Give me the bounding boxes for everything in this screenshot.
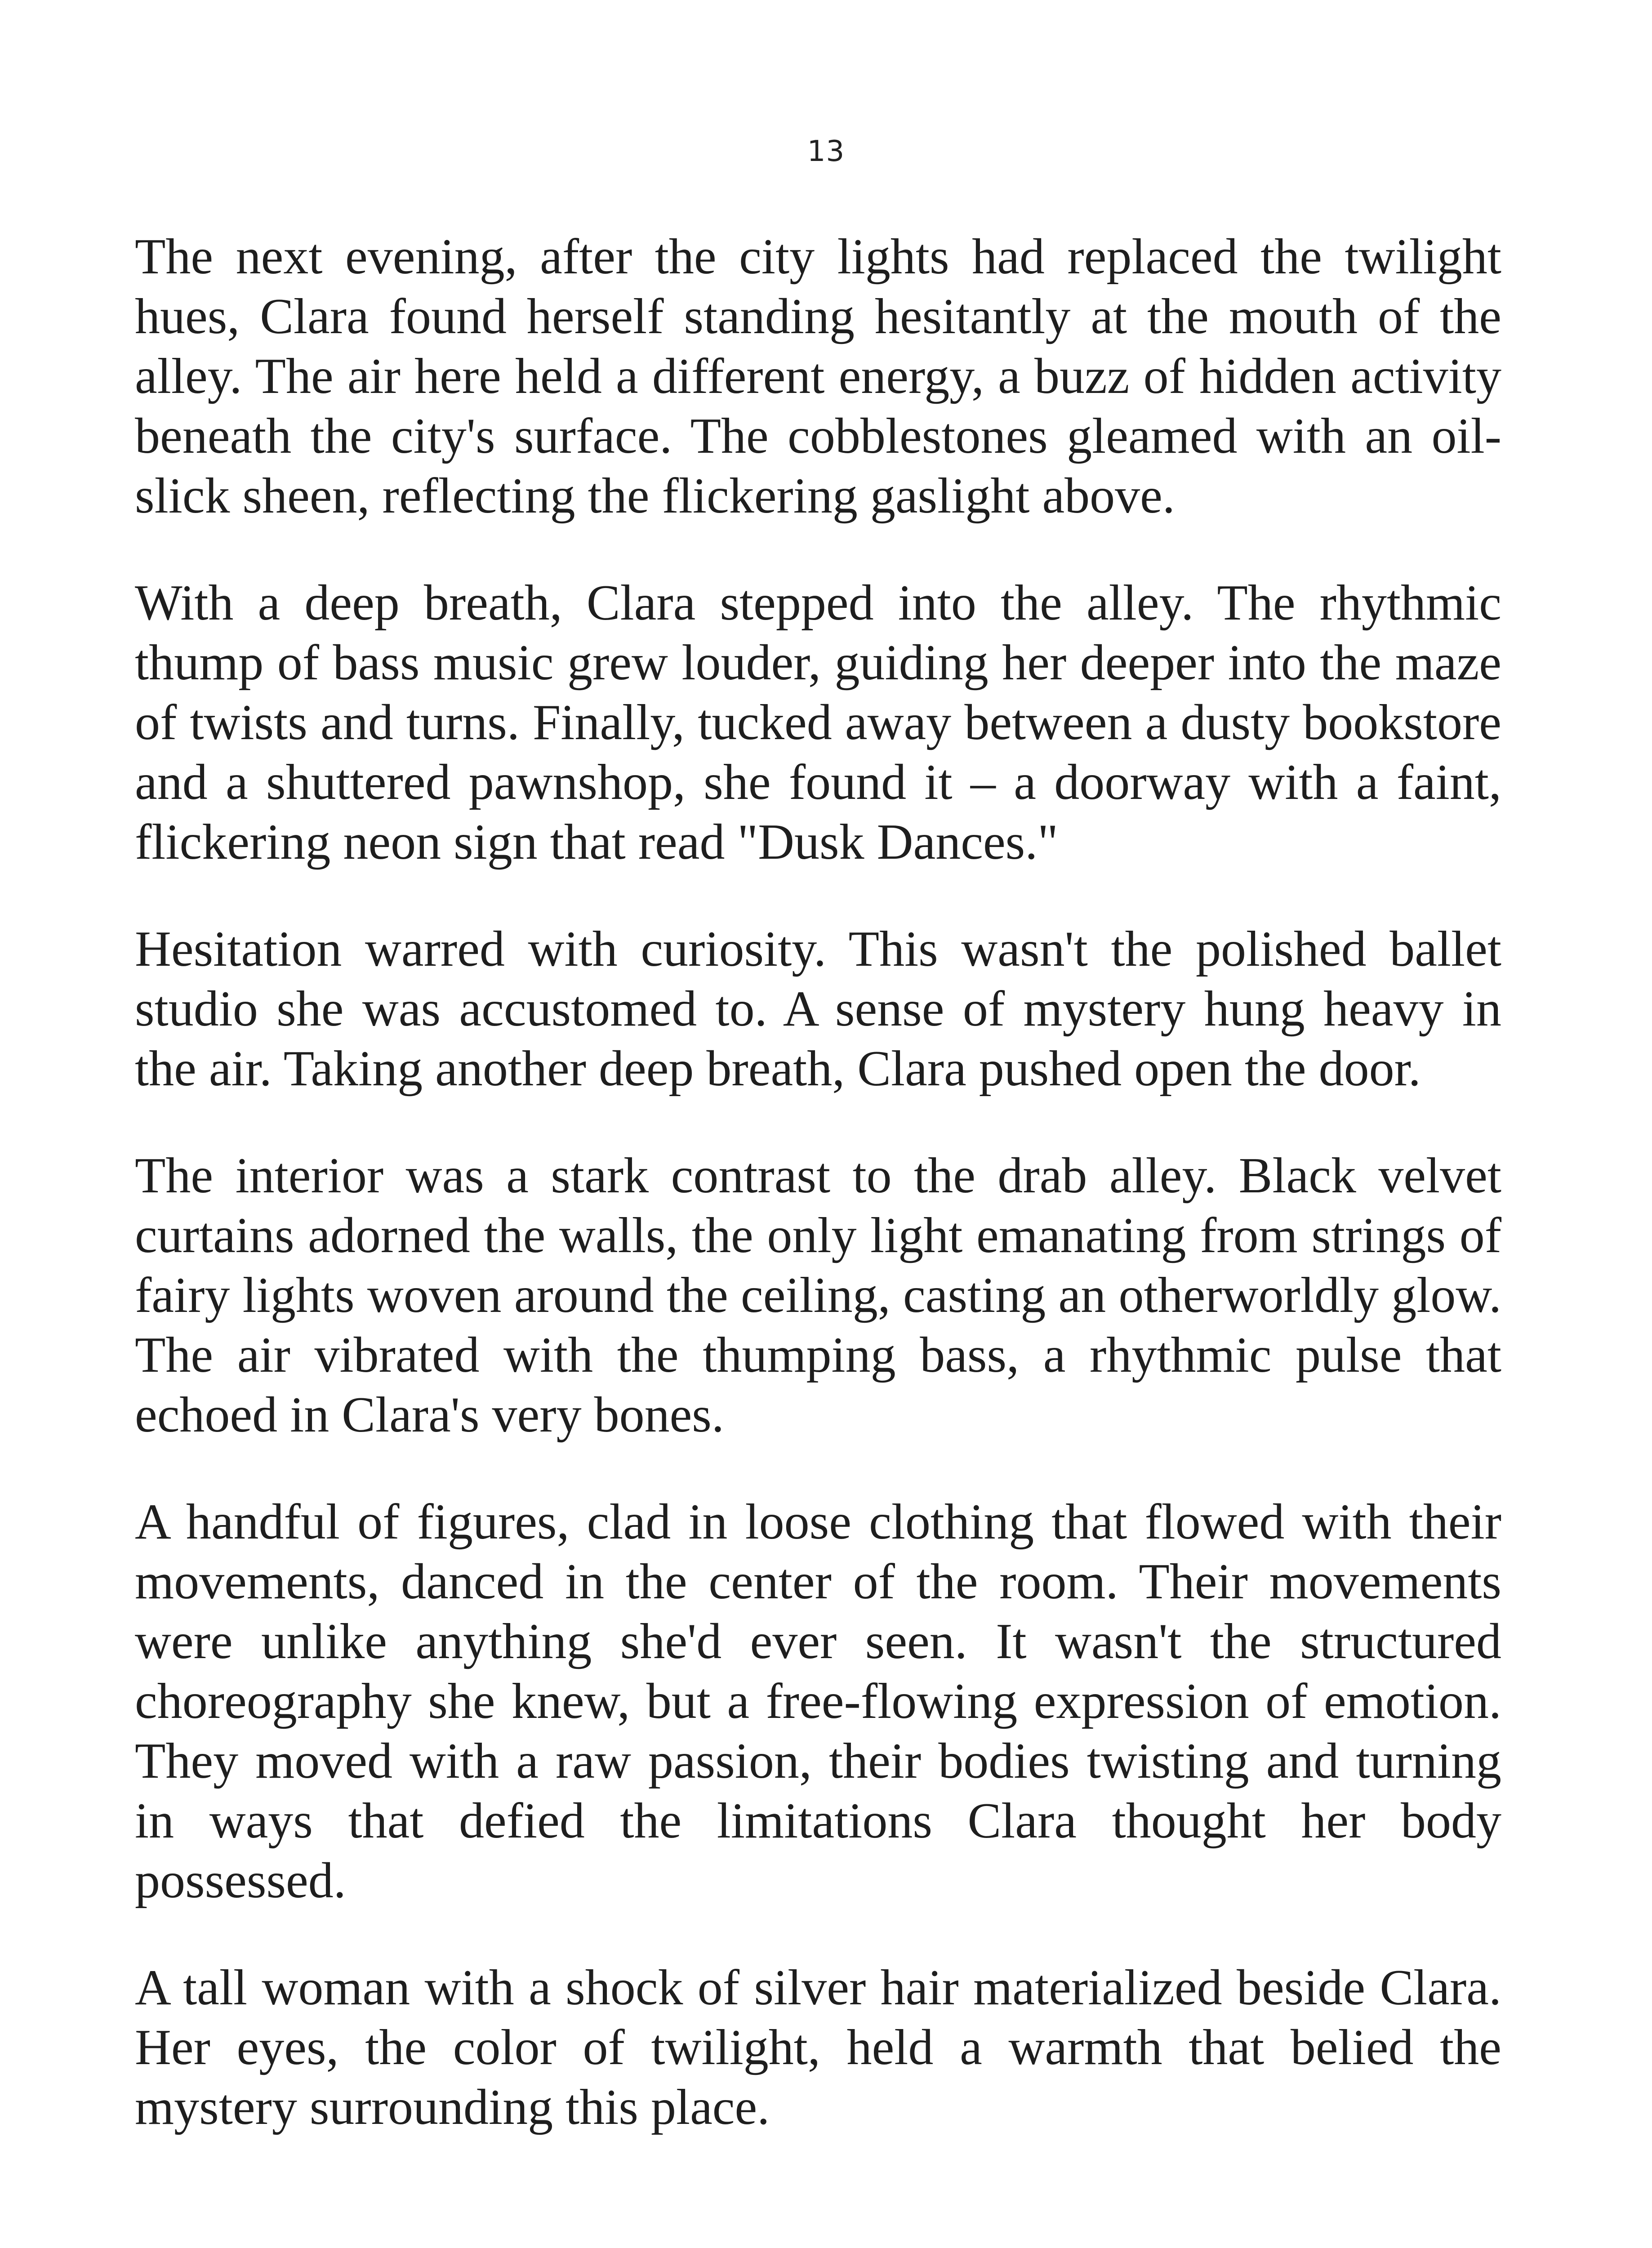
paragraph-3: Hesitation warred with curiosity. This wasn't the polished ballet studio she was accustomed to. A sense of mystery hung heavy in the air. Taking another deep breath, Clara pushed open the door. bbox=[135, 921, 1501, 1097]
paragraph-1: The next evening, after the city lights had replaced the twilight hues, Clara found herself standing hesitantly at the mouth of the alley. The air here held a different energy, a buzz of hidden activity beneath the city's surface. The cobblestones gleamed with an oil-slick sheen, reflecting the flickering gaslight above. bbox=[135, 229, 1501, 524]
paragraph-6: A tall woman with a shock of silver hair materialized beside Clara. Her eyes, the color of twilight, held a warmth that belied the mystery surrounding this place. bbox=[135, 1960, 1501, 2135]
paragraph-5: A handful of figures, clad in loose clothing that flowed with their movements, danced in the center of the room. Their movements were unlike anything she'd ever seen. It wasn't the structured choreography she knew, but a free-flowing expression of emotion. They moved with a raw passion, their bodies twisting and turning in ways that defied the limitations Clara thought her body possessed. bbox=[135, 1494, 1501, 1909]
page-number: 13 bbox=[807, 135, 845, 168]
paragraph-2: With a deep breath, Clara stepped into the alley. The rhythmic thump of bass music grew louder, guiding her deeper into the maze of twists and turns. Finally, tucked away between a dusty bookstore and a shuttered pawnshop, she found it – a doorway with a faint, flickering neon sign that read "Dusk Dances." bbox=[135, 575, 1501, 870]
body-text bbox=[135, 227, 1501, 2185]
paragraph-4: The interior was a stark contrast to the drab alley. Black velvet curtains adorned the walls, the only light emanating from strings of fairy lights woven around the ceiling, casting an otherworldly glow. The air vibrated with the thumping bass, a rhythmic pulse that echoed in Clara's very bones. bbox=[135, 1148, 1501, 1443]
